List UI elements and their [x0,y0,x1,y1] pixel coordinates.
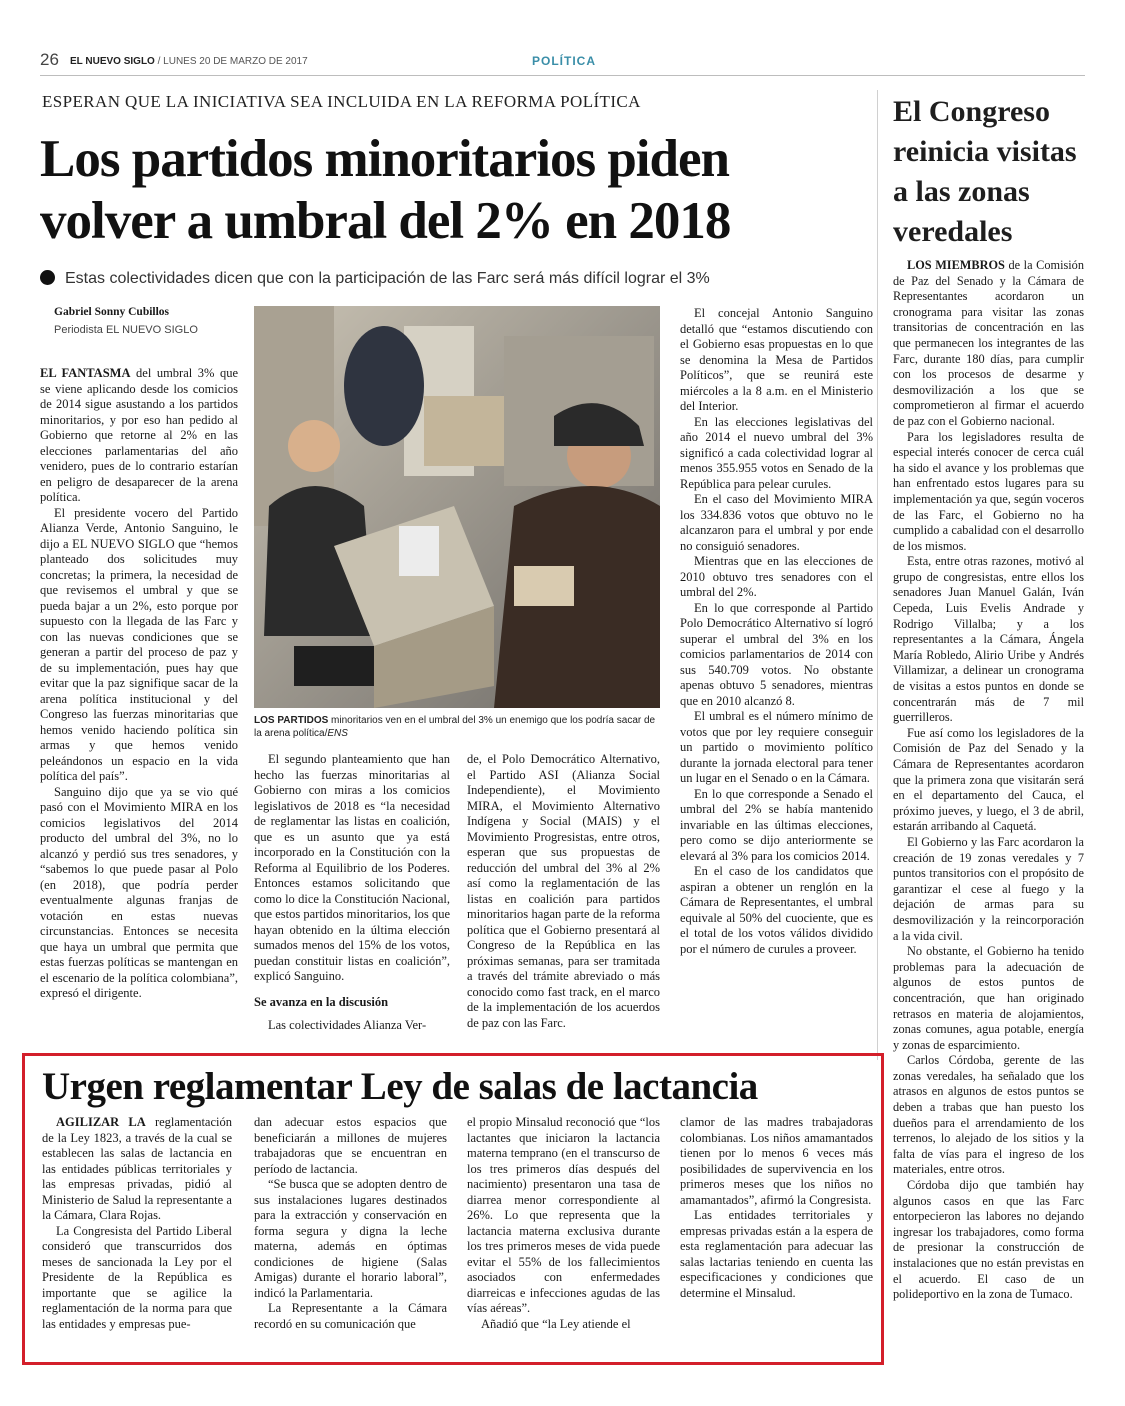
side-article-title: El Congreso reinicia visitas a las zonas veredales [893,95,1077,248]
article-column-3 [467,752,660,1031]
article-paragraph: Carlos Córdoba, gerente de las zonas veredales, ha señalado que los atrasos en algunos de estos puntos se deben a trabas que han puesto los dueños para el arrendamiento de los terrenos, lo alejado de los sitios y la falta de vías para el ingreso de los materiales, entre otros. [893,1053,1084,1177]
article-paragraph: Para los legisladores resulta de especial interés conocer de cerca cuál ha sido el avance y los problemas que han enfrentado estos lugares para su implementación ya que, según voceros de las Farc, el Gobierno no ha cumplido a cabalidad con el desarrollo de los mismos. [893,429,1084,553]
box-column-3 [467,1115,660,1332]
box-column-4 [680,1115,873,1301]
article-paragraph: No obstante, el Gobierno ha tenido problemas para la adecuación de algunos de estos puntos de concentración, que han originado retrasos en materia de alojamientos, zonas comunes, agua potable, energía y zonas de esparcimiento. [893,944,1084,1052]
article-crosshead: Se avanza en la discusión [254,994,389,1009]
article-subhead [40,270,870,288]
article-paragraph: En las elecciones legislativas del año 2014 el nuevo umbral del 3% significó a cada colectividad lograr al menos 355.955 votos en Senado de la República para pelear curules. [680,414,873,491]
paper-name: EL NUEVO SIGLO [70,56,155,67]
voting-scene-illustration [254,306,660,708]
article-paragraph: En lo que corresponde a Senado el umbral del 2% se había mantenido invariable en las últimas elecciones, pero como se dijo anteriormente se elevará al 3% para los comicios 2014. [680,786,873,863]
column-divider [877,90,878,1060]
article-column-2 [254,752,450,1034]
lead-in: EL FANTASMA [40,366,131,380]
article-headline: Los partidos minoritarios piden volver a umbral del 2% en 2018 [40,130,731,250]
article-paragraph: Sanguino dijo que ya se vio qué pasó con el Movimiento MIRA en los comicios legislativos del 2014 producto del umbral del 3%, no lo alcanzó y perdió sus tres senadores, y “sabemos lo que puede pasar al Polo (en 2018), que podría perder eventualmente algunas franjas de votación en estas nuevas circunstancias. Entonces se necesita que haya un umbral que permita que estas fuerzas políticas se mantengan en el escenario de la política colombiana”, expresó el dirigente. [40,784,238,1000]
lead-in: AGILIZAR LA [56,1115,146,1129]
box-column-1 [42,1115,232,1332]
article-paragraph: En el caso de los candidatos que aspiran a obtener un renglón en la Cámara de Representantes, el umbral equivale al 50% del cuociente, que es el total de los votos válidos dividido por el número de curules a proveer. [680,864,873,956]
article-column-4 [680,306,873,957]
article-paragraph: Las entidades territoriales y empresas privadas están a la espera de esta reglamentación para adecuar las salas lactarias teniendo en cuenta las especificaciones y condiciones que determine el Minsalud. [680,1208,873,1300]
article-paragraph: dan adecuar estos espacios que beneficiarán a millones de mujeres trabajadoras que se encuentran en período de lactancia. [254,1115,447,1176]
article-kicker: ESPERAN QUE LA INICIATIVA SEA INCLUIDA EN LA REFORMA POLÍTICA [42,92,641,111]
article-paragraph: de, el Polo Democrático Alternativo, el Partido ASI (Alianza Social Independiente), el Movimiento MIRA, el Movimiento Alternativo Indígena y Social (MAIS) y el Movimiento Progresistas, entre otros, esperan que sus propuestas de reducción del umbral del 3% al 2% así como la reglamentación de las listas en coalición para partidos minoritarios hagan parte de la reforma política que el Gobierno presentará al Congreso de la República en las próximas semanas, para ser tramitada a través del trámite abreviado o más conocido como fast track, en el marco de la implementación de los acuerdos de paz con las Farc. [467,752,660,1030]
article-paragraph: La Congresista del Partido Liberal consideró que transcurridos dos meses de sancionada la Ley por el Presidente de la República es importante que se agilice la reglamentación de la norma para que las entidades y empresas pue- [42,1223,232,1331]
article-paragraph: el propio Minsalud reconoció que “los lactantes que iniciaron la lactancia materna temprano (en el transcurso de los tres primeros días después del nacimiento) presentaron una tasa de diarrea menor correspondiente al 26%. Lo que representa que la lactancia materna exclusiva durante los tres primeros meses de vida puede evitar el 55% de los fallecimientos asociados con enfermedades diarreicas e infecciones agudas de las vías aéreas”. [467,1115,660,1315]
article-paragraph: El segundo planteamiento que han hecho las fuerzas minoritarias al Gobierno con miras a los comicios legislativos de 2018 es “la necesidad de reglamentar las listas en coalición, que es un asunto que ya está incorporado en la Constitución con la Reforma al Equilibrio de los Poderes. Entonces estamos solicitando que como lo dice la Constitución Nacional, que estos partidos minoritarios, los que hayan obtenido en la última elección sumados menos del 15% de los votos, puedan constituir listas en coalición”, explicó Sanguino. [254,752,450,983]
article-paragraph: Fue así como los legisladores de la Comisión de Paz del Senado y la Cámara de Representantes acordaron que la primera zona que visitarán será en el departamento del Cauca, el próximo jueves, y luego, el 3 de abril, estarán arribando al Caquetá. [893,725,1084,834]
article-paragraph: El umbral es el número mínimo de votos que por ley requiere conseguir un partido o movimiento político durante la jornada electoral para tener un lugar en el Senado o en la Cámara. [680,709,873,785]
paper-dateline [70,56,308,67]
article-paragraph: El Gobierno y las Farc acordaron la creación de 19 zonas veredales y 7 puntos transitorios con el propósito de garantizar el cese al fuego y la dejación de armas para su desmovilización y la reincorporación a la vida civil. [893,834,1084,943]
bullet-icon [40,270,55,285]
section-label: POLÍTICA [532,54,596,68]
article-paragraph: Las colectividades Alianza Ver- [268,1018,427,1032]
article-subhead-text: Estas colectividades dicen que con la participación de las Farc será más difícil lograr el 3% [65,270,710,287]
author-role: Periodista EL NUEVO SIGLO [54,324,198,336]
page-number: 26 [40,50,59,69]
side-article-body [893,258,1084,1303]
photo-caption: LOS PARTIDOS minoritarios ven en el umbral del 3% un enemigo que los podría sacar de la arena política/ENS [254,715,656,739]
article-paragraph: EL FANTASMA del umbral 3% que se viene aplicando desde los comicios de 2014 sigue asustando a los partidos minoritarios, y por eso han pedido al Gobierno que retorne al 2% en las elecciones parlamentarias del año venidero, pues de lo contrario estarían en peligro de desaparecer de la arena política. [40,366,239,504]
page-header [40,50,1085,76]
lead-in: LOS MIEMBROS [907,258,1005,272]
article-paragraph: En el caso del Movimiento MIRA los 334.836 votos que obtuvo no le alcanzaron para el umbral y por ende no consiguió senadores. [680,492,873,553]
article-paragraph: La Representante a la Cámara recordó en su comunicación que [254,1301,447,1331]
article-paragraph: Córdoba dijo que también hay algunos casos en que las Farc entorpecieron las labores no dejando ingresar los trabajadores, como forma de presionar la construcción de instalaciones que no están previstas en el acuerdo. El caso de un polideportivo en la zona de Tumaco. [893,1178,1084,1302]
article-paragraph: Añadió que “la Ley atiende el [481,1316,631,1331]
article-paragraph: “Se busca que se adopten dentro de sus instalaciones lugares destinados para la extracción y conservación en forma segura y digna la leche materna, además en óptimas condiciones de higiene (Salas Amigas) durante el horario laboral”, indicó la Parlamentaria. [254,1177,447,1300]
article-paragraph: En lo que corresponde al Partido Polo Democrático Alternativo sí logró superar el umbral del 3% en los comicios parlamentarios de 2014 con sus 540.709 votos. No obstante apenas obtuvo 5 senadores, mientras que en 2010 alcanzó 8. [680,600,873,708]
box-column-2 [254,1115,447,1332]
article-paragraph: Mientras que en las elecciones de 2010 obtuvo tres senadores con el umbral del 2%. [680,554,873,599]
article-paragraph: LOS MIEMBROS de la Comisión de Paz del Senado y la Cámara de Representantes acordaron un cronograma para visitar las zonas transitorias de concentración en las que permanecen los integrantes de las Farc, durante 180 días, para cumplir con los procesos de desarme y desmovilización a los que se comprometieron al firmar el acuerdo de paz con el Gobierno nacional. [893,258,1084,428]
article-paragraph: AGILIZAR LA reglamentación de la Ley 1823, a través de la cual se establecen las salas de lactancia en las entidades públicas territoriales y las empresas privadas, pidió al Ministerio de Salud la representante a la Cámara, Clara Rojas. [42,1115,232,1222]
article-paragraph: clamor de las madres trabajadoras colombianas. Los niños amamantados tienen por lo menos 6 veces más posibilidades de supervivencia en los primeros meses que los niños no amamantados”, afirmó la Congresista. [680,1115,873,1207]
article-paragraph: El concejal Antonio Sanguino detalló que “estamos discutiendo con el Gobierno esas propuestas en lo que se denomina la Mesa de Partidos Políticos”, que se reunirá este miércoles a la 8 a.m. en el Ministerio del Interior. [680,306,873,413]
issue-date: / LUNES 20 DE MARZO DE 2017 [154,56,308,67]
author-name: Gabriel Sonny Cubillos [54,306,170,318]
article-photo [254,306,660,708]
article-column-1 [40,366,238,1002]
box-article-title: Urgen reglamentar Ley de salas de lactancia [42,1065,758,1108]
photo-credit: ENS [327,728,348,739]
article-paragraph: Esta, entre otras razones, motivó al grupo de congresistas, entre ellos los senadores Juan Manuel Galán, Iván Cepeda, Luis Evelis Andrade y Rodrigo Villalba; y a los representantes a la Cámara, Ángela María Robledo, Alirio Uribe y Andrés Villamizar, a delinear un cronograma de visitas a estos puntos en donde se concentrarán más de 7 mil guerrilleros. [893,554,1084,725]
article-paragraph: El presidente vocero del Partido Alianza Verde, Antonio Sanguino, le dijo a EL NUEVO SIGLO que “hemos planteado dos solicitudes muy concretas; la primera, la necesidad de que revisemos el umbral y que se pueda bajar a un 2%, esto porque por supuesto con la llegada de las Farc y con las nuevas condiciones que se generan a partir del proceso de paz y de su implementación, pues hay que evitar que la paz signifique sacar de la arena política institucional y del Congreso las fuerzas minoritarias que hemos venido haciendo política sin armas y que hemos venido peleándonos un espacio en la vida política del país”. [40,505,238,783]
caption-lead: LOS PARTIDOS [254,715,329,726]
